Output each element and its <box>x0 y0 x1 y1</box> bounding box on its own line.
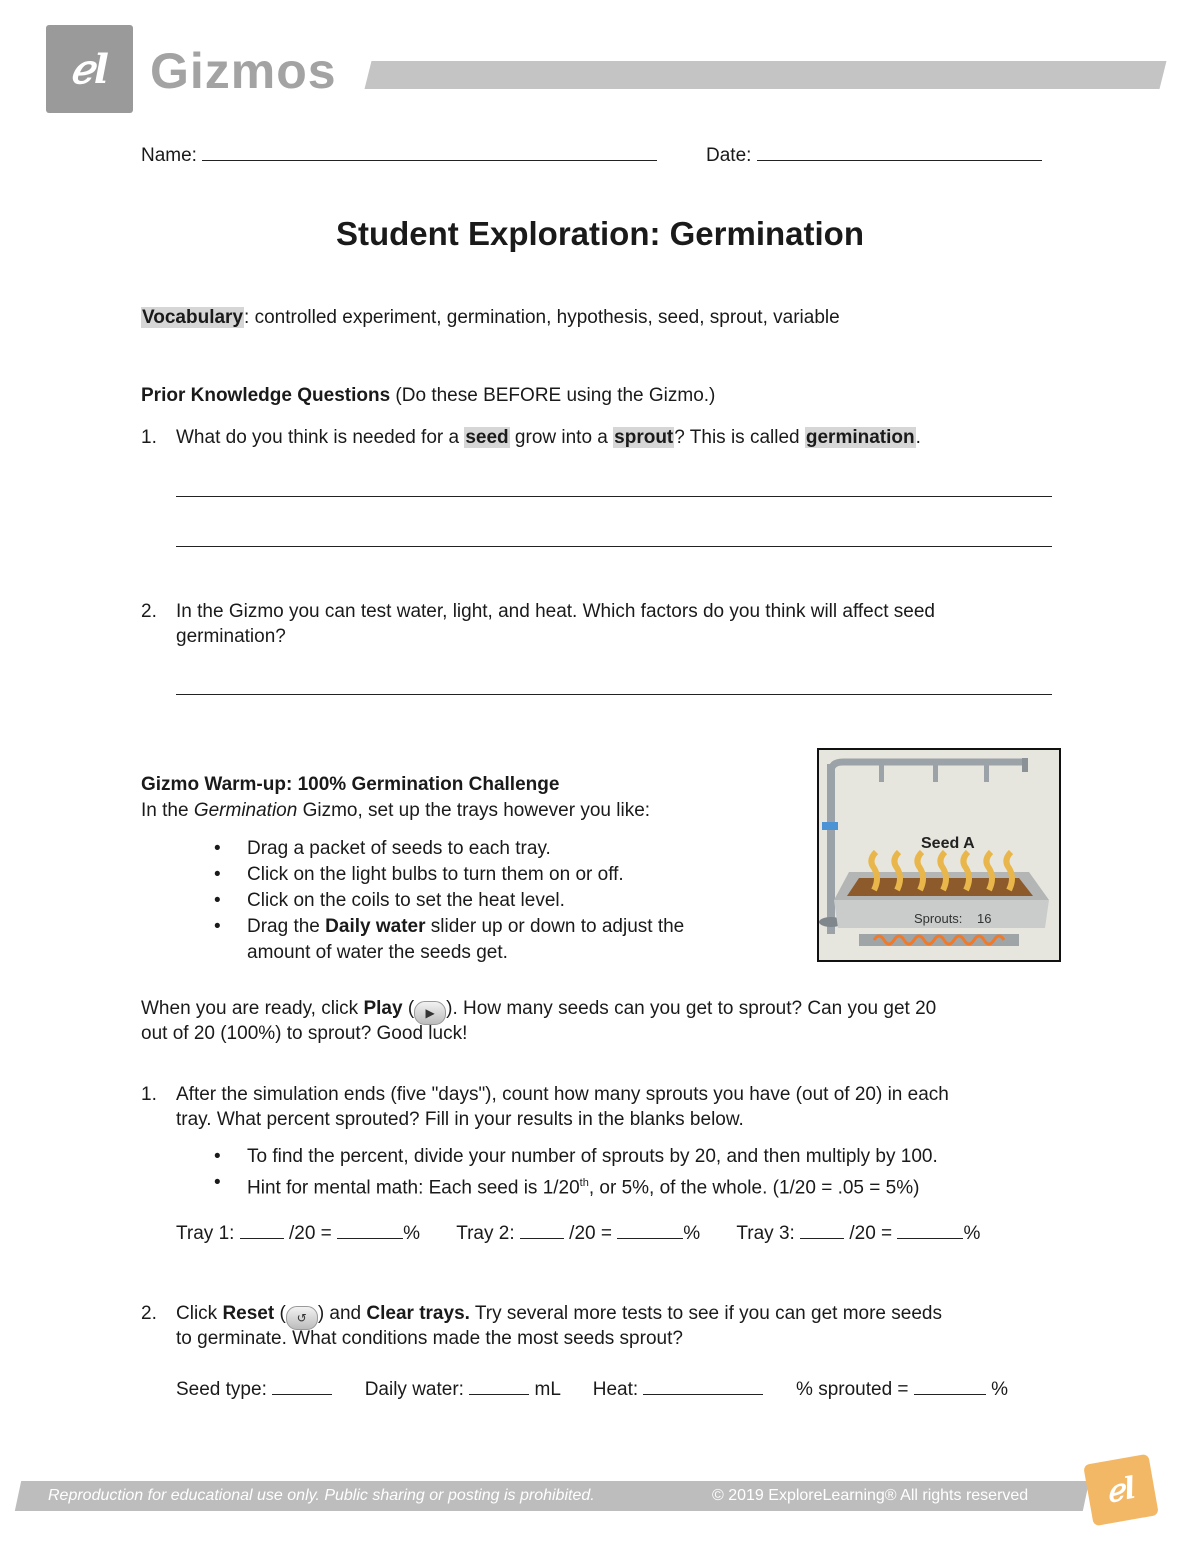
sprouts-label: Sprouts: <box>914 911 963 926</box>
vocabulary: Vocabulary: controlled experiment, germination, hypothesis, seed, sprout, variable <box>142 307 840 328</box>
answer-line[interactable] <box>176 496 1052 497</box>
name-field[interactable]: Name: <box>141 142 657 169</box>
warmup-heading: Gizmo Warm-up: 100% Germination Challenge <box>141 774 560 795</box>
explorelearning-footer-logo: ℯl <box>1083 1454 1159 1527</box>
sprouts-count: 16 <box>977 911 992 926</box>
tray-2-count[interactable] <box>520 1220 564 1239</box>
play-instructions-line2: out of 20 (100%) to sprout? Good luck! <box>141 1023 468 1044</box>
list-item: • Click on the coils to set the heat level. <box>214 890 565 911</box>
date-field[interactable]: Date: <box>706 142 1042 169</box>
list-item: • Drag the Daily water slider up or down to adjust the <box>214 916 685 937</box>
germination-gizmo-image <box>817 748 1061 962</box>
heat-blank[interactable] <box>643 1376 763 1395</box>
tray-1-percent[interactable] <box>337 1220 403 1239</box>
prior-question-1: 1. What do you think is needed for a seed grow into a sprout? This is called germination. <box>141 427 921 448</box>
prior-question-2: 2. In the Gizmo you can test water, light, and heat. Which factors do you think will affect seed germination? <box>141 601 935 647</box>
vocabulary-label: Vocabulary <box>142 307 244 328</box>
tray-results: Tray 1: /20 = % Tray 2: /20 = % Tray 3: /20 = % <box>176 1220 980 1247</box>
question-1-bullets <box>214 1144 938 1201</box>
play-instructions: When you are ready, click Play ( ▶ ). How many seeds can you get to sprout? Can you get 20 <box>141 996 936 1025</box>
question-1: 1. After the simulation ends (five "days"), count how many sprouts you have (out of 20) in each tray. What percent sprouted? Fill in your results in the blanks below. <box>141 1084 949 1130</box>
list-item: • Hint for mental math: Each seed is 1/20th, or 5%, of the whole. (1/20 = .05 = 5%) <box>214 1172 920 1199</box>
page-title: Student Exploration: Germination <box>335 215 865 252</box>
tray-3-percent[interactable] <box>897 1220 963 1239</box>
warmup-bullets <box>214 836 685 966</box>
play-icon: ▶ <box>414 1001 446 1025</box>
prior-knowledge-heading: Prior Knowledge Questions (Do these BEFORE using the Gizmo.) <box>141 385 716 406</box>
gizmos-brand: Gizmos <box>150 43 337 99</box>
header-bar <box>365 61 1167 89</box>
seed-label: Seed A <box>921 835 975 852</box>
warmup-intro: In the Germination Gizmo, set up the trays however you like: <box>141 800 651 821</box>
list-item: • Click on the light bulbs to turn them on or off. <box>214 864 624 885</box>
date-blank[interactable] <box>757 142 1042 161</box>
seed-tray-illustration <box>819 750 1059 960</box>
reset-icon: ↺ <box>286 1306 318 1330</box>
conditions-row: Seed type: Daily water: mL Heat: % sprouted = % <box>176 1376 1008 1403</box>
percent-sprouted-blank[interactable] <box>914 1376 986 1395</box>
name-blank[interactable] <box>202 142 657 161</box>
list-item: amount of water the seeds get. <box>247 942 508 963</box>
tray-2-percent[interactable] <box>617 1220 683 1239</box>
answer-line[interactable] <box>176 694 1052 695</box>
tray-1-count[interactable] <box>240 1220 284 1239</box>
footer-copyright: © 2019 ExploreLearning® All rights reserved <box>712 1487 1029 1504</box>
tray-3-count[interactable] <box>800 1220 844 1239</box>
seed-type-blank[interactable] <box>272 1376 332 1395</box>
question-2: 2. Click Reset ( ↺ ) and Clear trays. Try several more tests to see if you can get more seeds to germinate. What conditions made the most seeds sprout? <box>141 1303 942 1349</box>
footer-notice: Reproduction for educational use only. Public sharing or posting is prohibited. <box>48 1487 595 1504</box>
list-item: • Drag a packet of seeds to each tray. <box>214 838 551 859</box>
explorelearning-logo: ℯl <box>46 25 133 113</box>
daily-water-blank[interactable] <box>469 1376 529 1395</box>
list-item: • To find the percent, divide your number of sprouts by 20, and then multiply by 100. <box>214 1146 938 1167</box>
answer-line[interactable] <box>176 546 1052 547</box>
